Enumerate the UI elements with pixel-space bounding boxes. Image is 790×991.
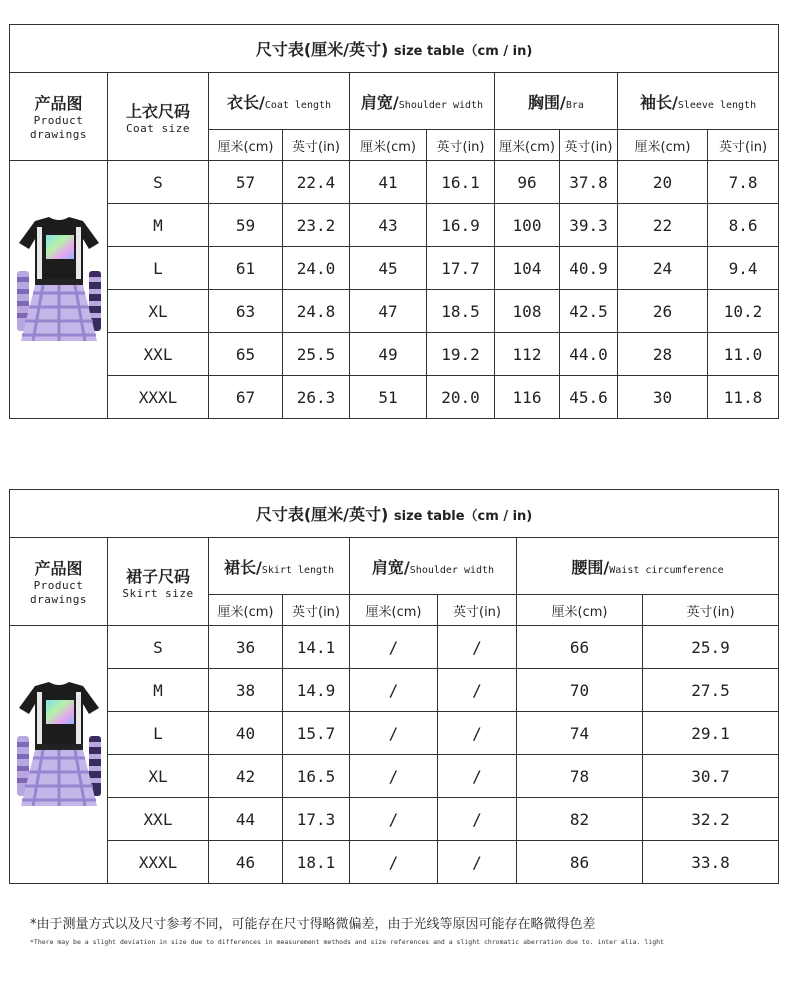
value-cell: 8.6 [708,204,779,247]
value-cell: 112 [495,333,560,376]
size-cell: XXXL [108,841,209,884]
unit-in: 英寸(in) [708,130,779,161]
value-cell: 29.1 [643,712,779,755]
skirt-size-table [9,489,778,884]
value-cell: / [350,626,438,669]
value-cell: 26 [618,290,708,333]
value-cell: 24 [618,247,708,290]
shoulder-width-header: 肩宽/Shoulder width [350,73,495,130]
value-cell: / [438,669,517,712]
value-cell: / [438,798,517,841]
sleeve-length-header: 袖长/Sleeve length [618,73,779,130]
unit-in: 英寸(in) [643,595,779,626]
size-cell: M [108,204,209,247]
value-cell: 78 [517,755,643,798]
unit-in: 英寸(in) [283,595,350,626]
value-cell: 22.4 [283,161,350,204]
value-cell: 47 [350,290,427,333]
value-cell: 14.9 [283,669,350,712]
value-cell: 82 [517,798,643,841]
value-cell: 9.4 [708,247,779,290]
table-row [10,333,779,376]
value-cell: 100 [495,204,560,247]
value-cell: 16.5 [283,755,350,798]
value-cell: 40.9 [560,247,618,290]
value-cell: 39.3 [560,204,618,247]
value-cell: 61 [209,247,283,290]
value-cell: 116 [495,376,560,419]
value-cell: 43 [350,204,427,247]
value-cell: 18.1 [283,841,350,884]
product-image-cell [10,626,108,884]
size-cell: XXXL [108,376,209,419]
value-cell: 108 [495,290,560,333]
value-cell: 67 [209,376,283,419]
table-row [10,204,779,247]
coat-size-table [9,24,778,419]
value-cell: 22 [618,204,708,247]
value-cell: 15.7 [283,712,350,755]
table-row [10,247,779,290]
unit-cm: 厘米(cm) [618,130,708,161]
table-row [10,755,779,798]
value-cell: / [438,712,517,755]
unit-in: 英寸(in) [438,595,517,626]
value-cell: 17.3 [283,798,350,841]
size-header: 上衣尺码 Coat size [108,73,209,161]
table-row [10,841,779,884]
value-cell: / [350,712,438,755]
unit-cm: 厘米(cm) [495,130,560,161]
value-cell: 57 [209,161,283,204]
value-cell: 59 [209,204,283,247]
size-cell: L [108,712,209,755]
value-cell: 30 [618,376,708,419]
value-cell: 104 [495,247,560,290]
unit-cm: 厘米(cm) [350,595,438,626]
value-cell: / [438,626,517,669]
unit-cm: 厘米(cm) [209,595,283,626]
unit-cm: 厘米(cm) [350,130,427,161]
table-title: 尺寸表(厘米/英寸) size table（cm / in) [10,490,779,538]
coat-length-header: 衣长/Coat length [209,73,350,130]
value-cell: 51 [350,376,427,419]
table-row [10,376,779,419]
footnote-cn: *由于测量方式以及尺寸参考不同，可能存在尺寸得略微偏差，由于光线等原因可能存在略微得色差 [30,917,596,932]
table-title: 尺寸表(厘米/英寸) size table（cm / in) [10,25,779,73]
value-cell: 25.5 [283,333,350,376]
value-cell: 45.6 [560,376,618,419]
value-cell: 25.9 [643,626,779,669]
value-cell: 45 [350,247,427,290]
outfit-image [13,213,105,363]
size-cell: M [108,669,209,712]
value-cell: 37.8 [560,161,618,204]
shoulder-width-header: 肩宽/Shoulder width [350,538,517,595]
value-cell: / [350,669,438,712]
size-header: 裙子尺码 Skirt size [108,538,209,626]
value-cell: 42.5 [560,290,618,333]
table-row [10,161,779,204]
value-cell: 26.3 [283,376,350,419]
value-cell: 23.2 [283,204,350,247]
value-cell: 10.2 [708,290,779,333]
value-cell: 74 [517,712,643,755]
value-cell: / [438,755,517,798]
value-cell: 66 [517,626,643,669]
footnote-en: *There may be a slight deviation in size due to differences in measurement methods and size references and a slight chromatic aberration due to. inter alia. light [30,938,664,946]
value-cell: 96 [495,161,560,204]
value-cell: 16.1 [427,161,495,204]
table-row [10,669,779,712]
value-cell: 11.8 [708,376,779,419]
value-cell: / [350,798,438,841]
outfit-image [13,678,105,828]
value-cell: 44 [209,798,283,841]
unit-cm: 厘米(cm) [517,595,643,626]
value-cell: 19.2 [427,333,495,376]
value-cell: 7.8 [708,161,779,204]
value-cell: 20 [618,161,708,204]
unit-in: 英寸(in) [283,130,350,161]
unit-in: 英寸(in) [427,130,495,161]
size-cell: S [108,161,209,204]
size-cell: L [108,247,209,290]
waist-header: 腰围/Waist circumference [517,538,779,595]
value-cell: 28 [618,333,708,376]
value-cell: / [350,841,438,884]
value-cell: 27.5 [643,669,779,712]
value-cell: 36 [209,626,283,669]
size-cell: XL [108,755,209,798]
value-cell: 16.9 [427,204,495,247]
value-cell: 20.0 [427,376,495,419]
table-row [10,798,779,841]
unit-cm: 厘米(cm) [209,130,283,161]
value-cell: 30.7 [643,755,779,798]
product-image-cell [10,161,108,419]
value-cell: 46 [209,841,283,884]
product-header: 产品图 Product drawings [10,73,108,161]
value-cell: 65 [209,333,283,376]
value-cell: 86 [517,841,643,884]
value-cell: 11.0 [708,333,779,376]
product-header: 产品图 Product drawings [10,538,108,626]
bust-header: 胸围/Bra [495,73,618,130]
table-row [10,712,779,755]
value-cell: 32.2 [643,798,779,841]
value-cell: 49 [350,333,427,376]
value-cell: 18.5 [427,290,495,333]
value-cell: 41 [350,161,427,204]
skirt-length-header: 裙长/Skirt length [209,538,350,595]
value-cell: 70 [517,669,643,712]
value-cell: 24.0 [283,247,350,290]
value-cell: / [350,755,438,798]
size-cell: S [108,626,209,669]
value-cell: 44.0 [560,333,618,376]
value-cell: 40 [209,712,283,755]
value-cell: / [438,841,517,884]
value-cell: 33.8 [643,841,779,884]
table-row [10,626,779,669]
value-cell: 17.7 [427,247,495,290]
value-cell: 38 [209,669,283,712]
value-cell: 42 [209,755,283,798]
size-cell: XXL [108,333,209,376]
value-cell: 24.8 [283,290,350,333]
value-cell: 63 [209,290,283,333]
size-cell: XXL [108,798,209,841]
unit-in: 英寸(in) [560,130,618,161]
size-cell: XL [108,290,209,333]
table-row [10,290,779,333]
value-cell: 14.1 [283,626,350,669]
